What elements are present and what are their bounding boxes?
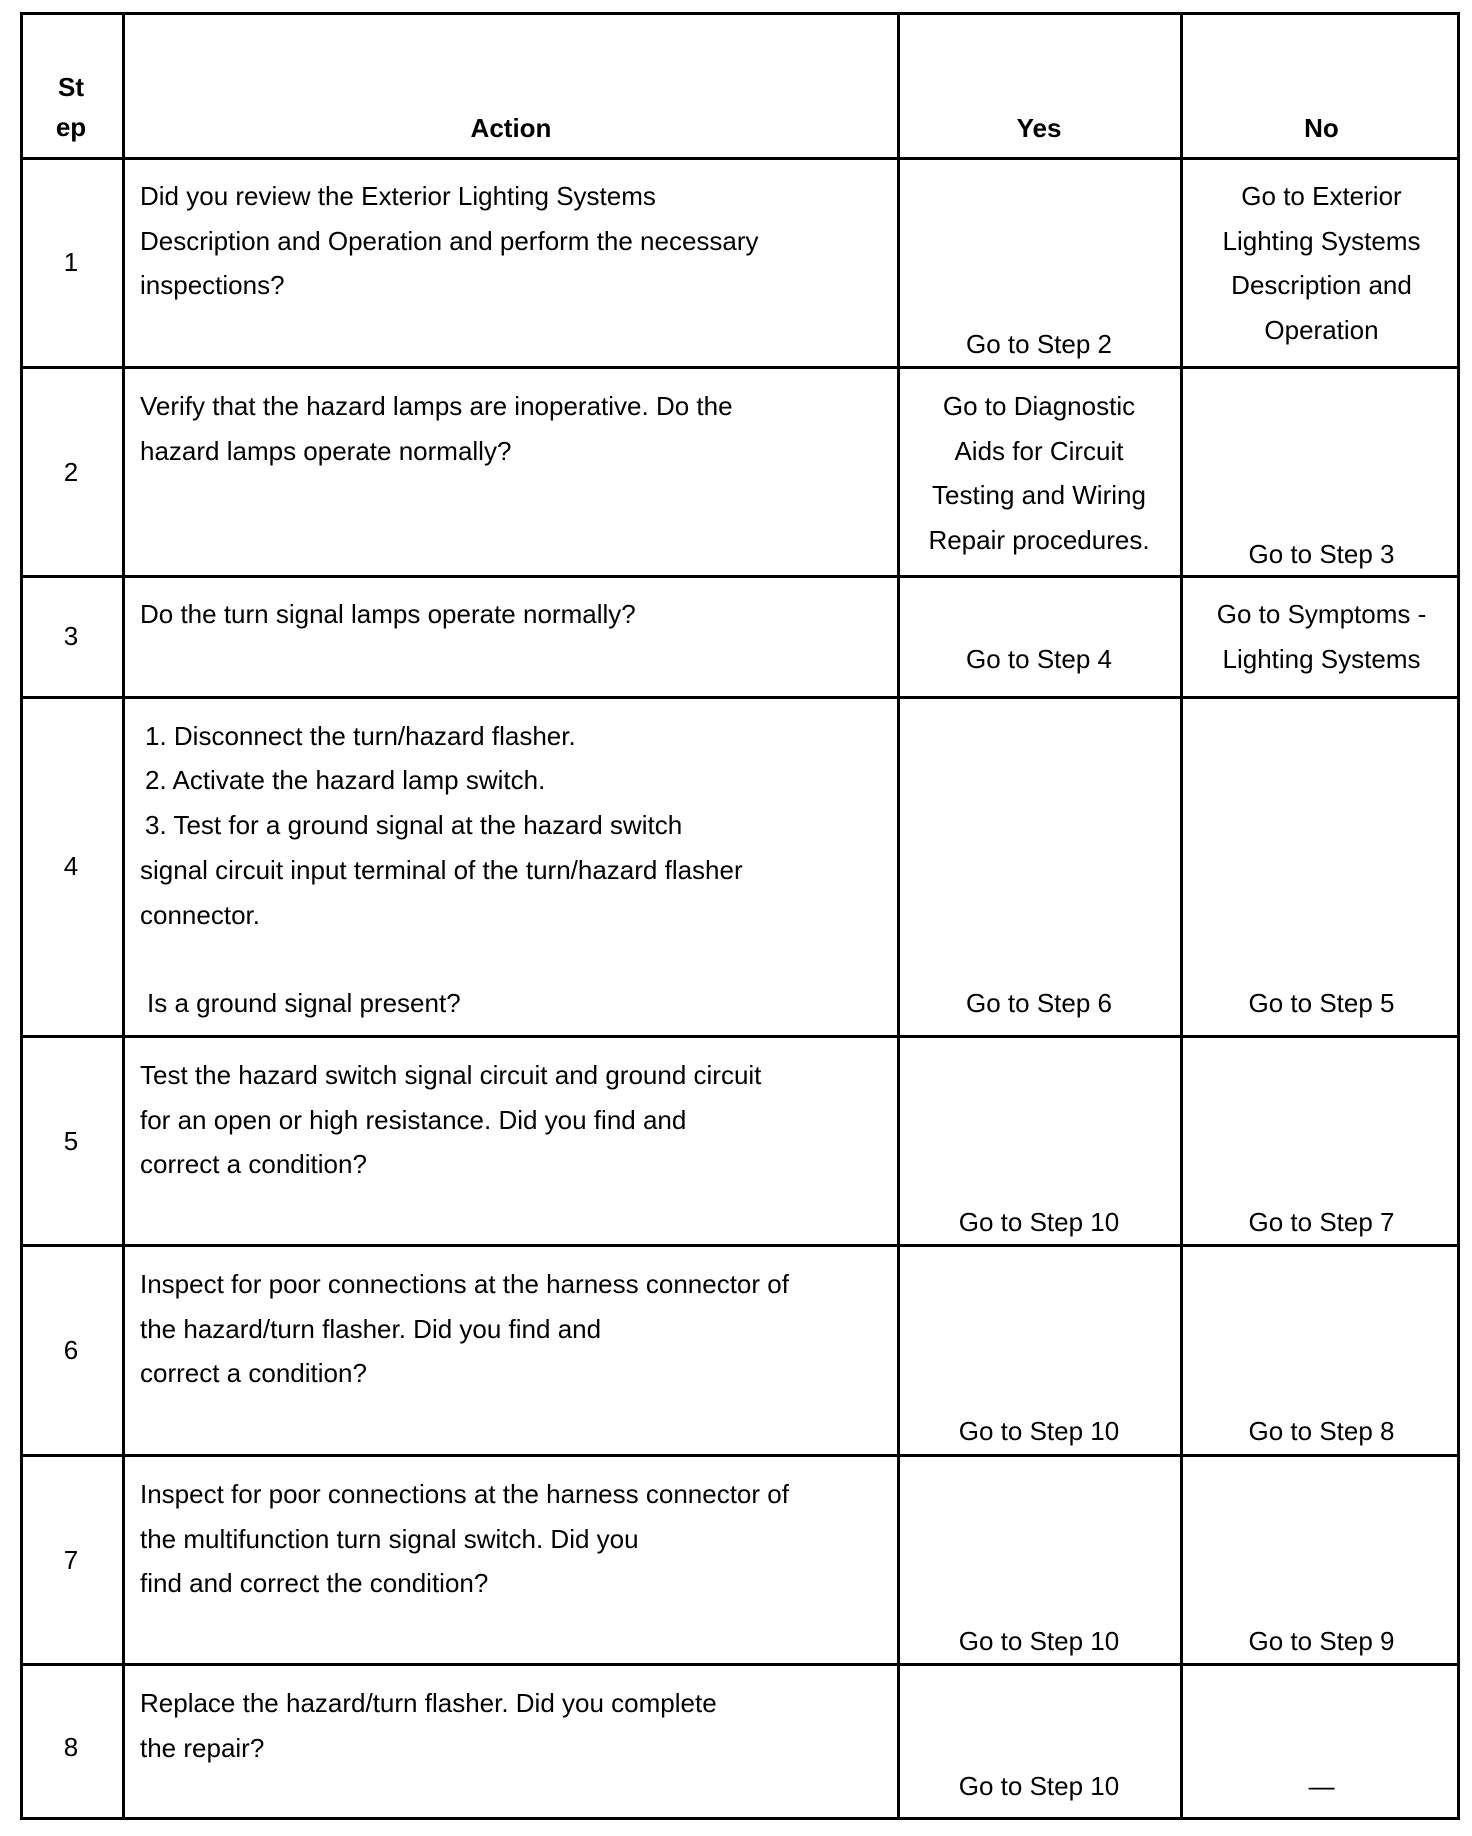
row-divider <box>20 157 1460 160</box>
step-number: 3 <box>63 621 79 651</box>
list-item: 3. Test for a ground signal at the hazard switch <box>145 810 683 840</box>
no-outcome: Go to Step 5 <box>1248 988 1395 1018</box>
action-text: Inspect for poor connections at the harness connector of the multifunction turn signal switch. Did you find and correct the condition? <box>140 1479 789 1598</box>
column-divider <box>122 12 125 1820</box>
row-divider <box>20 366 1460 369</box>
header-action: Action <box>470 113 552 143</box>
header-no: No <box>1304 113 1339 143</box>
yes-outcome: Go to Step 10 <box>958 1626 1120 1656</box>
row-divider <box>20 696 1460 699</box>
no-outcome: — <box>1308 1771 1335 1801</box>
action-question: Is a ground signal present? <box>147 988 461 1018</box>
yes-outcome: Go to Step 10 <box>958 1416 1120 1446</box>
step-number: 6 <box>63 1335 79 1365</box>
yes-outcome: Go to Step 6 <box>966 988 1112 1018</box>
table-border-bottom <box>20 1817 1460 1820</box>
no-outcome: Go to Symptoms - Lighting Systems <box>1216 599 1427 674</box>
action-text: Verify that the hazard lamps are inoperative. Do the hazard lamps operate normally? <box>140 391 733 466</box>
step-number: 7 <box>63 1545 79 1575</box>
no-outcome: Go to Step 8 <box>1248 1416 1395 1446</box>
no-outcome: Go to Exterior Lighting Systems Description and Operation <box>1222 181 1421 345</box>
no-outcome: Go to Step 9 <box>1248 1626 1395 1656</box>
yes-outcome: Go to Step 4 <box>966 644 1112 674</box>
yes-outcome: Go to Step 10 <box>958 1207 1120 1237</box>
step-number: 8 <box>63 1732 79 1762</box>
table-border-top <box>20 12 1460 15</box>
no-outcome: Go to Step 7 <box>1248 1207 1395 1237</box>
step-number: 4 <box>63 851 79 881</box>
no-outcome: Go to Step 3 <box>1248 539 1395 569</box>
step-number: 1 <box>63 247 79 277</box>
header-step: St ep <box>55 72 87 142</box>
diagnostic-table <box>20 12 1460 1820</box>
yes-outcome: Go to Diagnostic Aids for Circuit Testing and Wiring Repair procedures. <box>928 391 1150 555</box>
action-text: signal circuit input terminal of the turn/hazard flasher connector. <box>140 855 743 930</box>
step-number: 2 <box>63 457 79 487</box>
header-yes: Yes <box>1016 113 1062 143</box>
column-divider <box>897 12 900 1820</box>
yes-outcome: Go to Step 2 <box>966 329 1112 359</box>
row-divider <box>20 1454 1460 1457</box>
step-number: 5 <box>63 1126 79 1156</box>
action-text: Do the turn signal lamps operate normally? <box>140 599 636 629</box>
list-item: 2. Activate the hazard lamp switch. <box>145 765 546 795</box>
row-divider <box>20 1035 1460 1038</box>
list-item: 1. Disconnect the turn/hazard flasher. <box>145 721 576 751</box>
yes-outcome: Go to Step 10 <box>958 1771 1120 1801</box>
action-text: Did you review the Exterior Lighting Systems Description and Operation and perform the necessary inspections? <box>140 181 759 300</box>
action-text: Replace the hazard/turn flasher. Did you complete the repair? <box>140 1688 717 1763</box>
action-text: Inspect for poor connections at the harness connector of the hazard/turn flasher. Did you find and correct a condition? <box>140 1269 789 1388</box>
action-text: Test the hazard switch signal circuit and ground circuit for an open or high resistance. Did you find and correct a condition? <box>140 1060 762 1179</box>
